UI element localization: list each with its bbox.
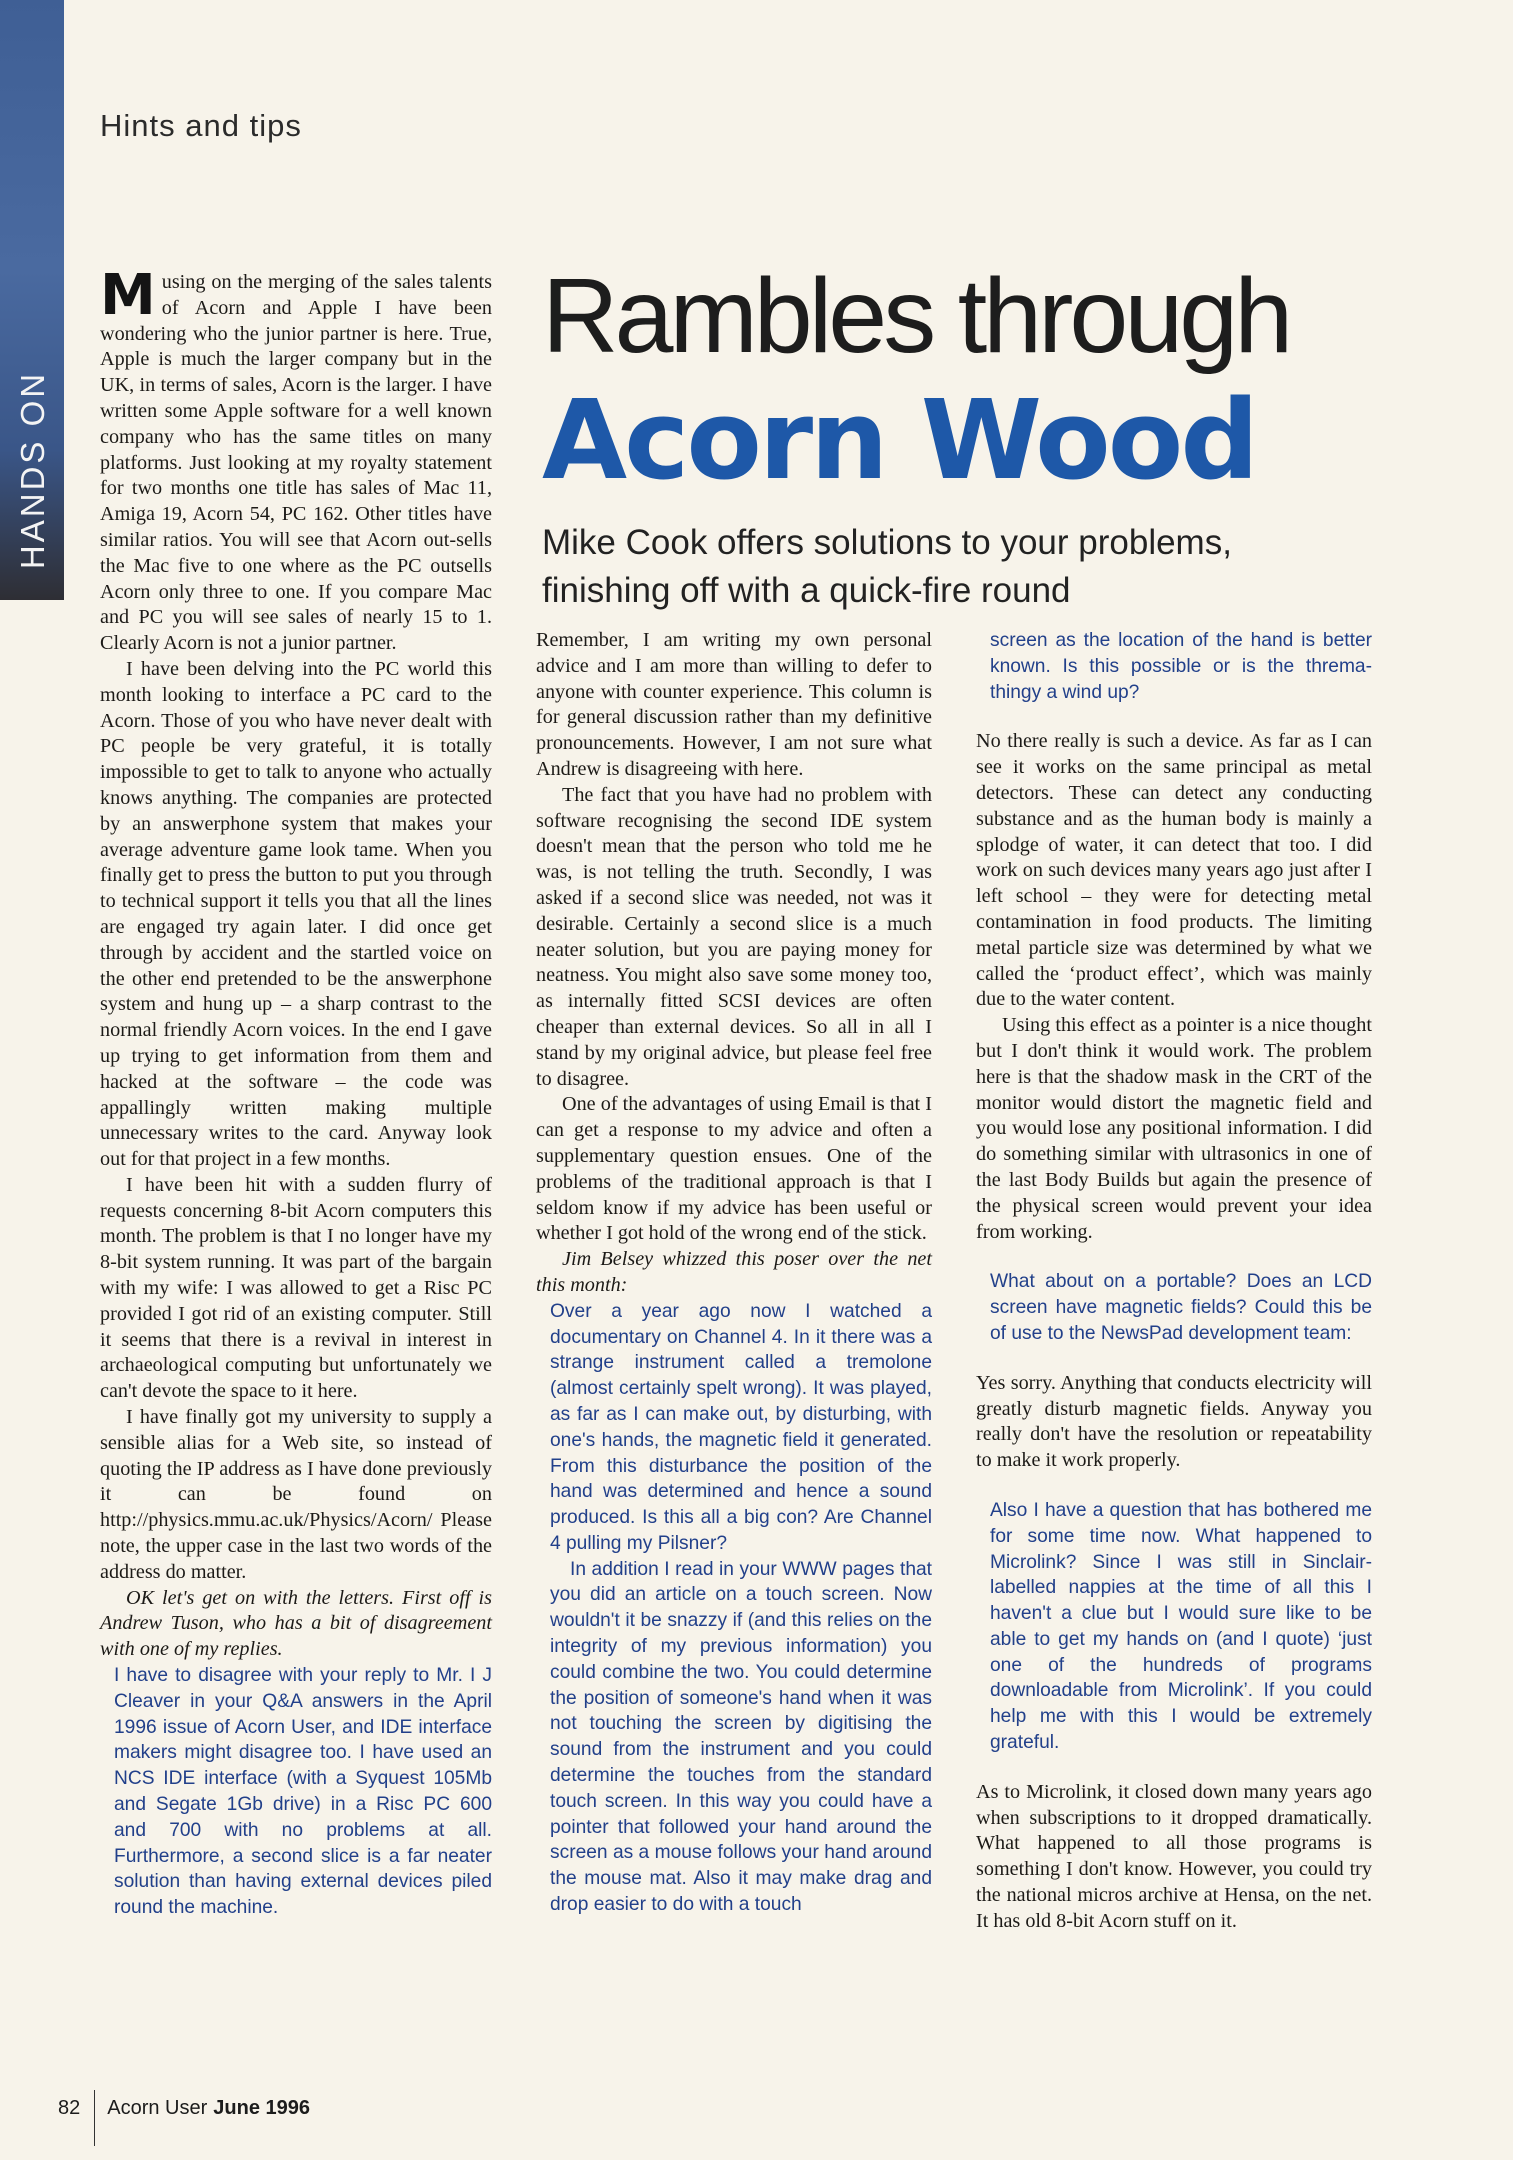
standfirst-line2: finishing off with a quick-fire round (542, 571, 1071, 610)
headline-line1: Rambles through (542, 257, 1290, 375)
letter-paragraph: Over a year ago now I watched a documentary on Channel 4. In it there was a strange instrument called a tremolone (almost certainly spelt wrong). It was played, as far as I can make out, by disturbing, with one's hands, the magnetic field it generated. From this disturbance the position of the hand was determined and hence a sound produced. Is this all a big con? Are Channel 4 pulling my Pilsner? (550, 1300, 932, 1554)
paragraph: Remember, I am writing my own personal advice and I am more than willing to defer to anyone with counter experience. This column is for general discussion rather than my definitive pronouncements. However, I am not sure what Andrew is disagreeing with here. (536, 629, 932, 780)
hands-on-label: HANDS ON (14, 370, 51, 570)
paragraph: Musing on the merging of the sales talents of Acorn and Apple I have been wondering who the junior partner is here. True, Apple is much the larger company but in the UK, in terms of sales, Acorn is the larger. I have written some Apple software for a well known company who has the same titles on many platforms. Just looking at my royalty statement for two months one title has sales of Mac 11, Amiga 19, Acorn 54, PC 162. Other titles have similar ratios. You will see that Acorn out-sells the Mac five to one where as the PC outsells Acorn only three to one. If you compare Mac and PC you will see sales of nearly 15 to 1. Clearly Acorn is not a junior partner. (100, 263, 492, 655)
magazine-name: Acorn User (107, 2096, 208, 2119)
paragraph: Using this effect as a pointer is a nice thought but I don't think it would work. The problem here is that the shadow mask in the CRT of the monitor would distort the magnetic field and you would lose any positional information. I did do something similar with ultrasonics in one of the last Body Builds but again the presence of the physical screen would prevent your idea from working. (976, 1014, 1372, 1243)
paragraph: I have been hit with a sudden flurry of requests concerning 8-bit Acorn computers this month. The problem is that I no longer have my 8-bit system running. It was part of the bargain with my wife: I was allowed to get a Risc PC provided I got rid of an existing computer. Still it seems that there is a revival in interest in archaeological computing but unfortunately we can't devote the space to it here. (100, 1173, 492, 1403)
paragraph: I have been delving into the PC world this month looking to interface a PC card to the Acorn. Those of you who have never dealt with PC people be very grateful, it is totally impossible to get to talk to anyone who actually knows anything. The companies are protected by an answerphone system that makes your average adventure game look tame. When you finally get to press the button to put you through to technical support it tells you that all the lines are engaged try again later. I did once get through by accident and the startled voice on the other end pretended to be the answerphone system and hung up – a sharp contrast to the normal friendly Acorn voices. In the end I gave up trying to get information from them and hacked at the software – the code was appallingly written making multiple unnecessary writes to the card. Anyway look out for that project in a few months. (100, 657, 492, 1171)
reader-question (990, 1498, 1372, 1756)
column-1 (100, 263, 492, 1921)
reader-letter-continued (990, 628, 1372, 705)
paragraph: As to Microlink, it closed down many years ago when subscriptions to it dropped dramatically. What happened to all those programs is something I don't know. However, you could try the national micros archive at Hensa, on the net. It has old 8-bit Acorn stuff on it. (976, 1780, 1372, 1932)
headline-line2: Acorn Wood (542, 376, 1257, 504)
drop-cap: M (100, 263, 156, 328)
column-2 (536, 628, 932, 1918)
paragraph: One of the advantages of using Email is that I can get a response to my advice and often a supplementary question ensues. One of the problems of the traditional approach is that I seldom know if my advice has been useful or whether I got hold of the wrong end of the stick. (536, 1093, 932, 1245)
letter-paragraph: screen as the location of the hand is better known. Is this possible or is the threma-thingy a wind up? (990, 630, 1372, 703)
footer-divider (94, 2090, 95, 2146)
letter-paragraph: I have to disagree with your reply to Mr. I J Cleaver in your Q&A answers in the April 1996 issue of Acorn User, and IDE interface makers might disagree too. I have used an NCS IDE interface (with a Syquest 105Mb and Segate 1Gb drive) in a Risc PC 600 and 700 with no problems at all. Furthermore, a second slice is a far neater solution than having external devices piled round the machine. (114, 1665, 492, 1919)
standfirst-line1: Mike Cook offers solutions to your problems, (542, 523, 1232, 562)
question-text: Also I have a question that has bothered me for some time now. What happened to Microlink? Since I was still in Sinclair-labelled nappies at the time of all this I haven't a clue but I would sure like to be able to get my hands on (and I quote) ‘just one of the hundreds of programs downloadable from Microlink’. If you could help me with this I would be extremely grateful. (990, 1499, 1372, 1754)
paragraph: No there really is such a device. As far as I can see it works on the same principal as metal detectors. These can detect any conducting substance and as the human body is mainly a splodge of water, it can detect that too. I did work on such devices many years ago just after I left school – they were for detecting metal contamination in food products. The limiting metal particle size was determined by what we called the ‘product effect’, which was mainly due to the water content. (976, 730, 1372, 1011)
reader-letter (114, 1663, 492, 1921)
section-title: Hints and tips (100, 108, 302, 143)
question-text: What about on a portable? Does an LCD screen have magnetic fields? Could this be of use to the NewsPad development team: (990, 1271, 1372, 1344)
standfirst (542, 519, 1482, 615)
letter-paragraph: In addition I read in your WWW pages that you did an article on a touch screen. Now wouldn't it be snazzy if (and this relies on the integrity of my previous information) you could combine the two. You could determine the position of someone's hand when it was not touching the screen by digitising the sound from the instrument and you could determine the touches from the standard touch screen. In this way you could have a pointer that followed your hand around the screen as a mouse follows your hand around the mouse mat. Also it may make drag and drop easier to do with a touch (550, 1558, 932, 1916)
column-3 (976, 628, 1372, 1935)
issue-date: June 1996 (213, 2096, 311, 2119)
paragraph: Yes sorry. Anything that conducts electricity will greatly disturb magnetic fields. Anyway you really don't have the resolution or repeatability to make it work properly. (976, 1371, 1372, 1472)
page-footer (58, 2088, 310, 2128)
letter-intro: Jim Belsey whizzed this poser over the net this month: (536, 1248, 932, 1296)
letter-intro: OK let's get on with the letters. First off is Andrew Tuson, who has a bit of disagreement with one of my replies. (100, 1586, 492, 1661)
paragraph: I have finally got my university to supply a sensible alias for a Web site, so instead of quoting the IP address as I have done previously it can be found on http://physics.mmu.ac.uk/Physics/Acorn/ Please note, the upper case in the last two words of the address do matter. (100, 1406, 492, 1583)
paragraph: The fact that you have had no problem with software recognising the second IDE system doesn't mean that the person who told me he was, is not telling the truth. Secondly, I was asked if a second slice was needed, not was it desirable. Certainly a second slice is a much neater solution, but you are paying money for neatness. You might also save some money too, as internally fitted SCSI devices are often cheaper than external devices. So all in all I stand by my original advice, but please feel free to disagree. (536, 783, 932, 1090)
reader-letter (550, 1299, 932, 1918)
page-number: 82 (58, 2096, 81, 2119)
reader-question (990, 1269, 1372, 1346)
